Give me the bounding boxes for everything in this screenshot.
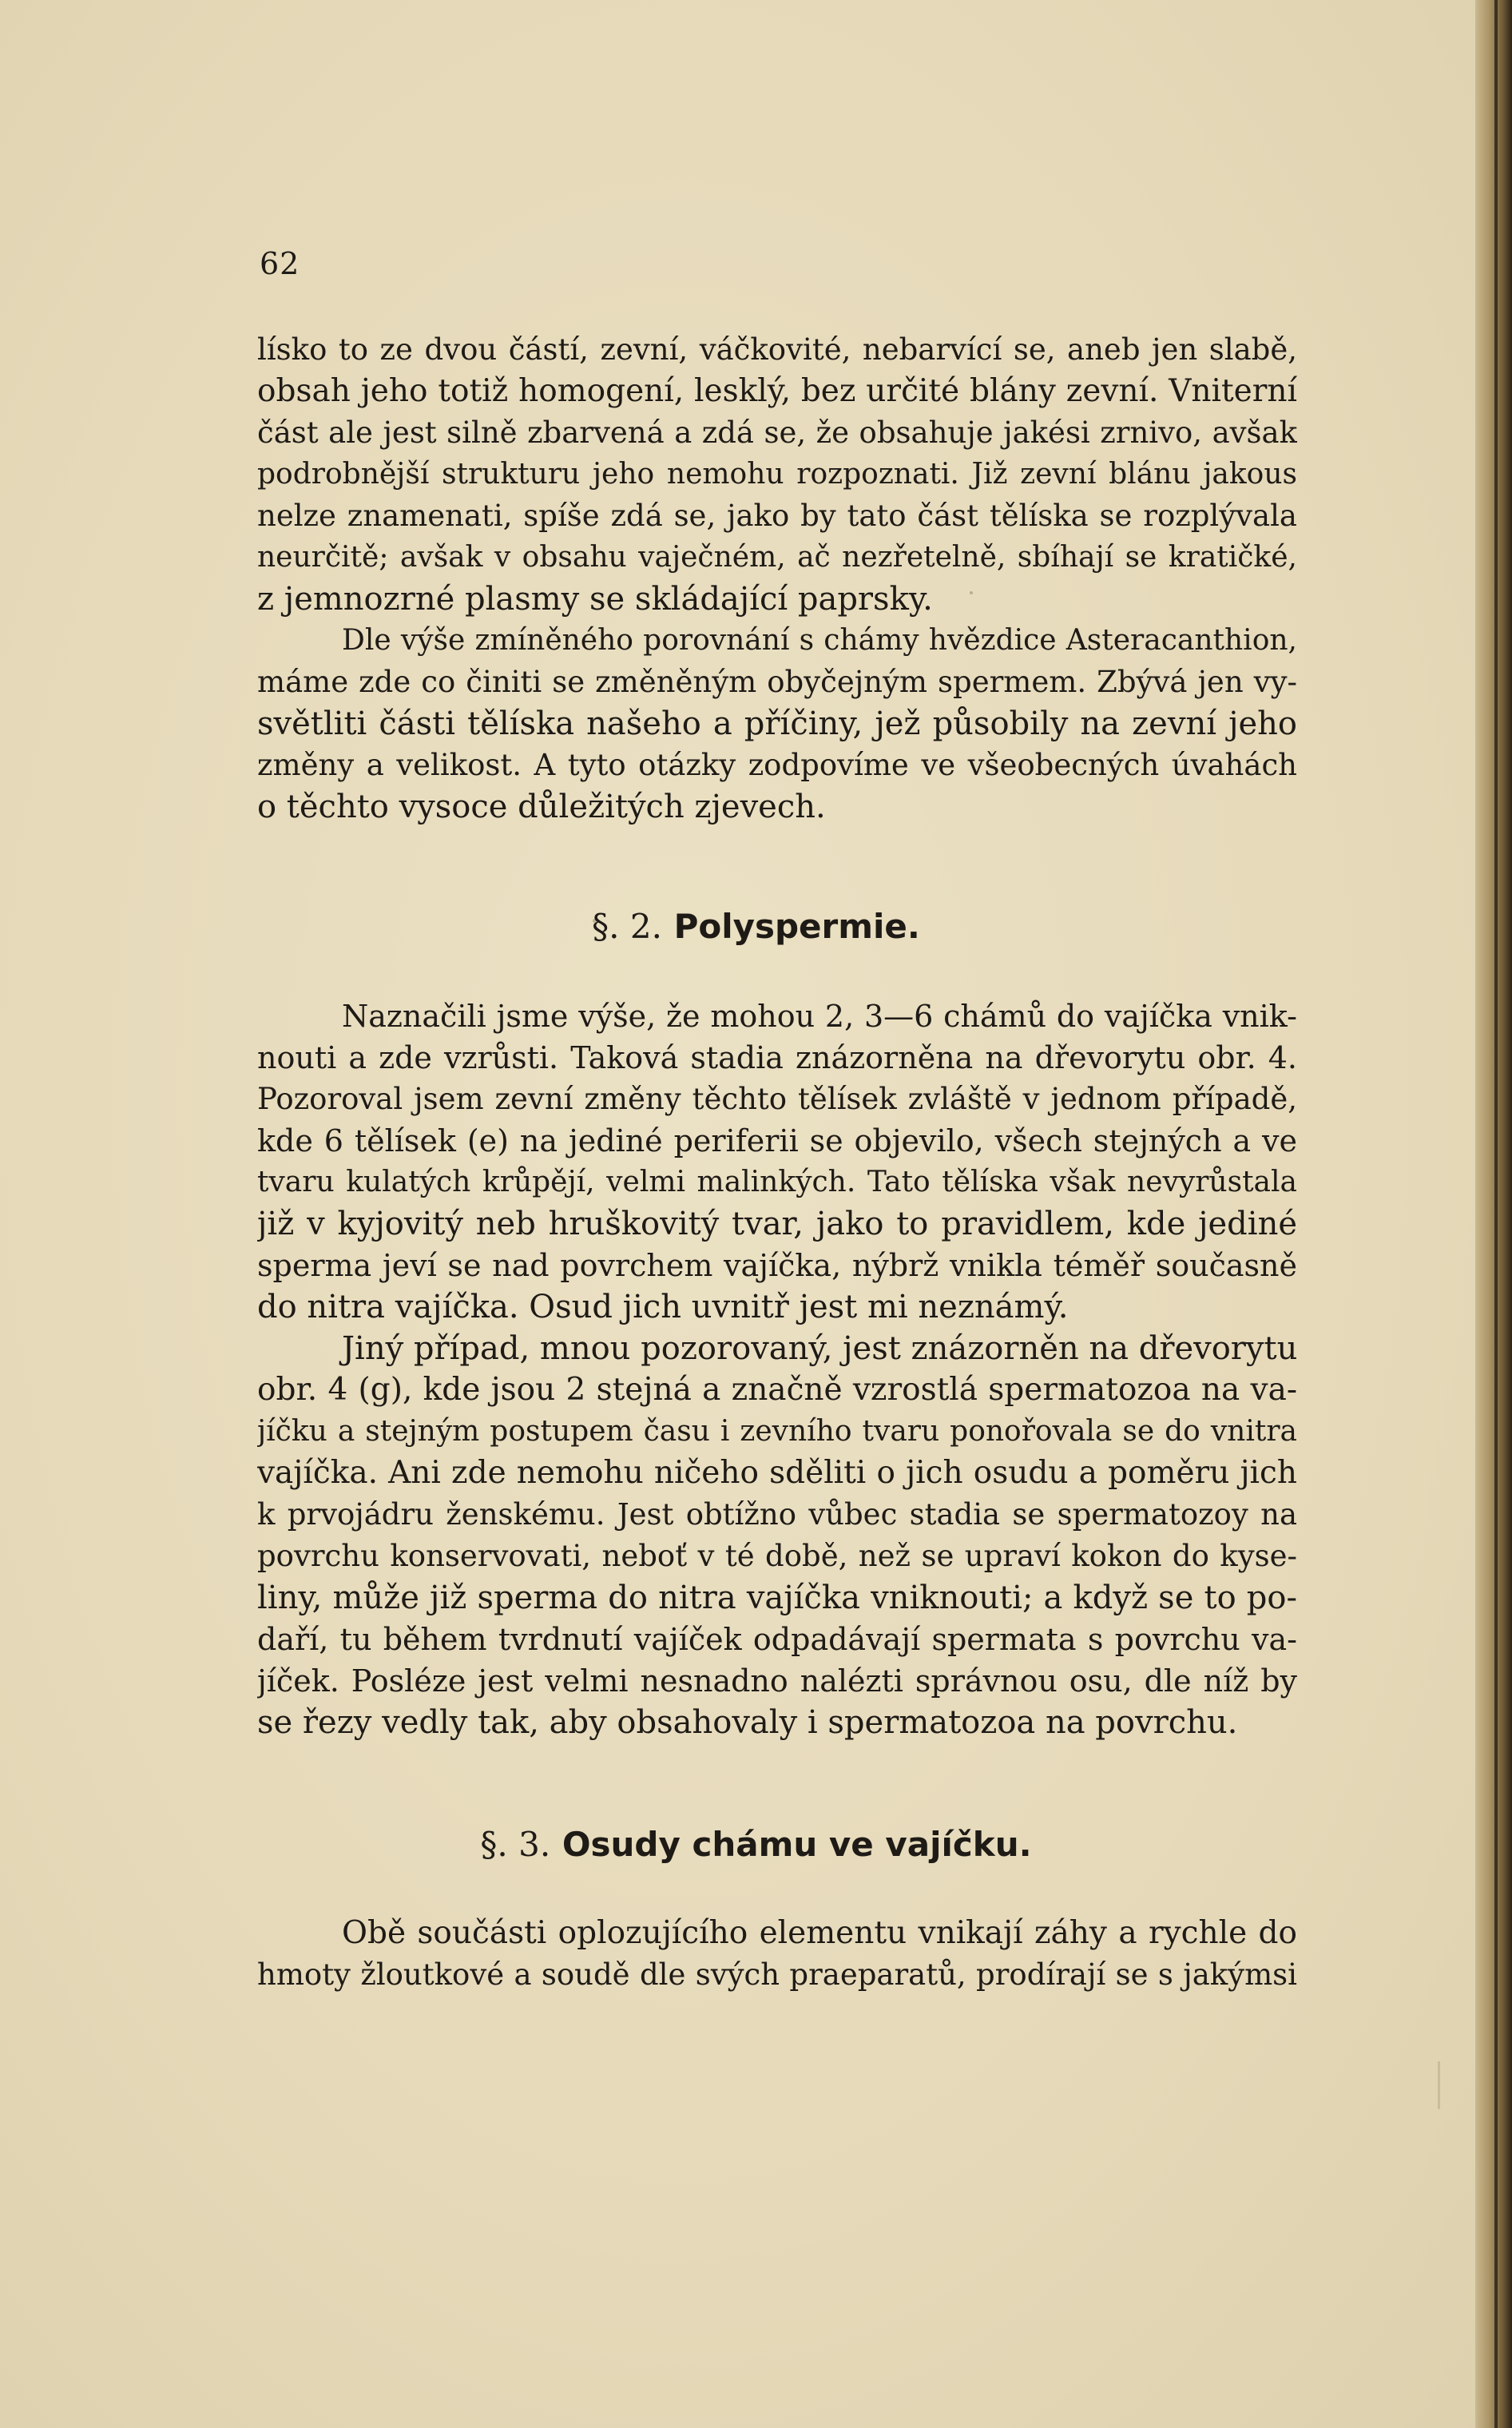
text-line: neurčitě; avšak v obsahu vaječném, ač nezřetelně, sbíhají se kratičké,	[257, 541, 1297, 574]
text-line: Dle výše zmíněného porovnání s chámy hvězdice Asteracanthion,	[342, 624, 1297, 657]
text-line: Obě součásti oplozujícího elementu vnikají záhy a rychle do	[342, 1915, 1297, 1951]
page-number: 62	[260, 246, 300, 281]
text-line: nelze znamenati, spíše zdá se, jako by tato část tělíska se rozplývala	[257, 499, 1297, 533]
text-line: liny, může již sperma do nitra vajíčka vniknouti; a když se to po-	[257, 1580, 1297, 1616]
book-spine-shadow	[1475, 0, 1512, 2428]
book-spine-edge	[1494, 0, 1498, 2428]
section-heading-2	[0, 907, 1512, 946]
text-line: světliti části tělíska našeho a příčiny, jež působily na zevní jeho	[257, 705, 1297, 742]
text-line: povrchu konservovati, neboť v té době, než se upraví kokon do kyse-	[257, 1539, 1297, 1573]
text-line: tvaru kulatých krůpějí, velmi malinkých. Tato tělíska však nevyrůstala	[257, 1166, 1297, 1198]
text-line: sperma jeví se nad povrchem vajíčka, nýbrž vnikla téměř současně	[257, 1248, 1297, 1283]
paragraph-block-2	[257, 995, 1297, 1743]
text-line: hmoty žloutkové a soudě dle svých praeparatů, prodírají se s jakýmsi	[257, 1957, 1297, 1992]
paragraph-block-3	[257, 1913, 1297, 1996]
paragraph-block-1	[257, 329, 1297, 828]
text-line: do nitra vajíčka. Osud jich uvnitř jest mi neznámý.	[257, 1289, 1069, 1325]
section-number: §. 3.	[480, 1825, 551, 1864]
section-heading-3	[0, 1825, 1512, 1864]
text-line: část ale jest silně zbarvená a zdá se, že obsahuje jakési zrnivo, avšak	[257, 415, 1297, 450]
text-line: kde 6 tělísek (e) na jediné periferii se objevilo, všech stejných a ve	[257, 1123, 1297, 1158]
section-title: Polyspermie.	[673, 907, 920, 946]
text-line: se řezy vedly tak, aby obsahovaly i spermatozoa na povrchu.	[257, 1704, 1238, 1741]
paper-speck	[1438, 2061, 1440, 2109]
text-line: lísko to ze dvou částí, zevní, váčkovité, nebarvící se, aneb jen slabě,	[257, 332, 1297, 367]
text-line: o těchto vysoce důležitých zjevech.	[257, 789, 826, 825]
text-line: podrobnější strukturu jeho nemohu rozpoznati. Již zevní blánu jakous	[257, 458, 1297, 491]
text-line: z jemnozrné plasmy se skládající paprsky.	[257, 581, 933, 618]
text-line: máme zde co činiti se změněným obyčejným spermem. Zbývá jen vy-	[257, 665, 1297, 699]
text-line: Jiný případ, mnou pozorovaný, jest znázorněn na dřevorytu	[342, 1330, 1297, 1367]
text-line: již v kyjovitý neb hruškovitý tvar, jako to pravidlem, kde jediné	[257, 1206, 1297, 1242]
text-line: obsah jeho totiž homogení, lesklý, bez určité blány zevní. Vniterní	[257, 373, 1297, 409]
text-line: jíček. Posléze jest velmi nesnadno nalézti správnou osu, dle níž by	[257, 1663, 1297, 1699]
text-line: obr. 4 (g), kde jsou 2 stejná a značně vzrostlá spermatozoa na va-	[257, 1372, 1297, 1408]
text-line: daří, tu během tvrdnutí vajíček odpadávají spermata s povrchu va-	[257, 1622, 1297, 1657]
section-title: Osudy chámu ve vajíčku.	[562, 1825, 1032, 1864]
text-line: změny a velikost. A tyto otázky zodpovíme ve všeobecných úvahách	[257, 748, 1297, 782]
text-line: jíčku a stejným postupem času i zevního tvaru ponořovala se do vnitra	[257, 1415, 1297, 1448]
text-line: Pozoroval jsem zevní změny těchto tělísek zvláště v jednom případě,	[257, 1082, 1297, 1116]
section-number: §. 2.	[592, 907, 662, 946]
text-line: Naznačili jsme výše, že mohou 2, 3—6 chámů do vajíčka vnik-	[342, 999, 1297, 1034]
text-line: vajíčka. Ani zde nemohu ničeho sděliti o jich osudu a poměru jich	[257, 1455, 1297, 1491]
text-line: k prvojádru ženskému. Jest obtížno vůbec stadia se spermatozoy na	[257, 1497, 1297, 1532]
text-line: nouti a zde vzrůsti. Taková stadia znázorněna na dřevorytu obr. 4.	[257, 1040, 1297, 1075]
